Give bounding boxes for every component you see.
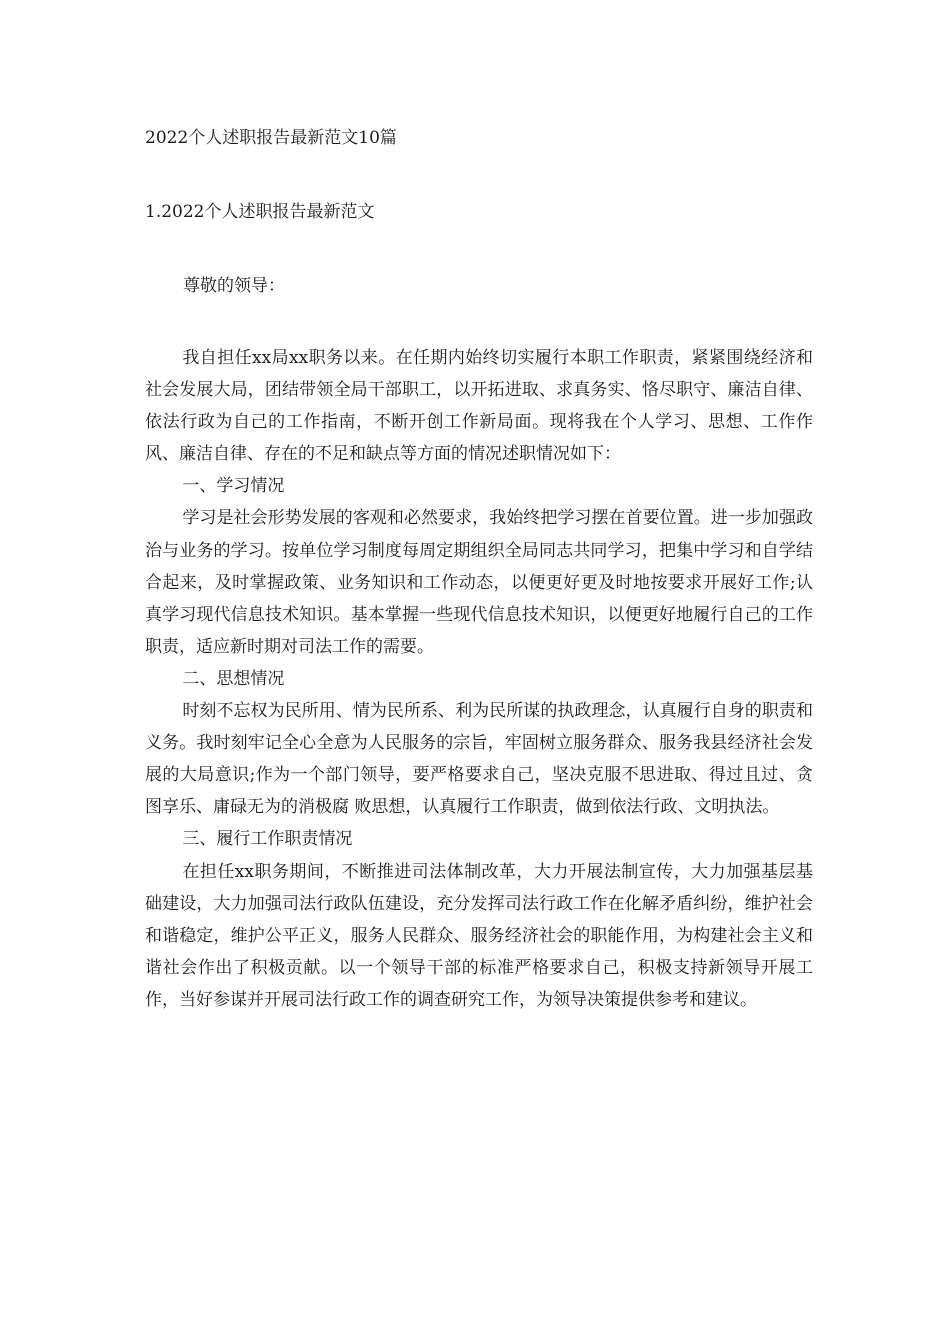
- salutation: 尊敬的领导：: [183, 276, 285, 296]
- document-body: [145, 342, 813, 1016]
- heading-study: 一、学习情况: [182, 476, 285, 497]
- heading-thought: 二、思想情况: [182, 668, 285, 689]
- section-title: 1.2022个人述职报告最新范文: [145, 202, 375, 222]
- paragraph-thought: 时刻不忘权为民所用、情为民所系、利为民所谋的执政理念，认真履行自身的职责和义务。我时刻牢记全心全意为人民服务的宗旨，牢固树立服务群众、服务我县经济社会发展的大局意识;作为一个部门领导，要严格要求自己，坚决克服不思进取、得过且过、贪图享乐、庸碌无为的消极腐 败思想，认真履行工作职责，做到依法行政、文明执法。: [145, 701, 813, 818]
- heading-duties: 三、履行工作职责情况: [182, 829, 353, 850]
- paragraph-duties: 在担任xx职务期间，不断推进司法体制改革，大力开展法制宣传，大力加强基层基础建设，大力加强司法行政队伍建设，充分发挥司法行政工作在化解矛盾纠纷，维护社会和谐稳定，维护公平正义，服务人民群众、服务经济社会的职能作用，为构建社会主义和谐社会作出了积极贡献。以一个领导干部的标准严格要求自己，积极支持新领导开展工作，当好参谋并开展司法行政工作的调查研究工作，为领导决策提供参考和建议。: [145, 861, 813, 1010]
- paragraph-study: 学习是社会形势发展的客观和必然要求，我始终把学习摆在首要位置。进一步加强政治与业务的学习。按单位学习制度每周定期组织全局同志共同学习，把集中学习和自学结合起来，及时掌握政策、业务知识和工作动态，以便更好更及时地按要求开展好工作;认真学习现代信息技术知识。基本掌握一些现代信息技术知识，以便更好地履行自己的工作职责，适应新时期对司法工作的需要。: [145, 508, 813, 657]
- paragraph-intro: 我自担任xx局xx职务以来。在任期内始终切实履行本职工作职责，紧紧围绕经济和社会发展大局，团结带领全局干部职工，以开拓进取、求真务实、恪尽职守、廉洁自律、依法行政为自己的工作指南，不断开创工作新局面。现将我在个人学习、思想、工作作风、廉洁自律、存在的不足和缺点等方面的情况述职情况如下：: [145, 348, 813, 465]
- document-title: 2022个人述职报告最新范文10篇: [145, 128, 397, 148]
